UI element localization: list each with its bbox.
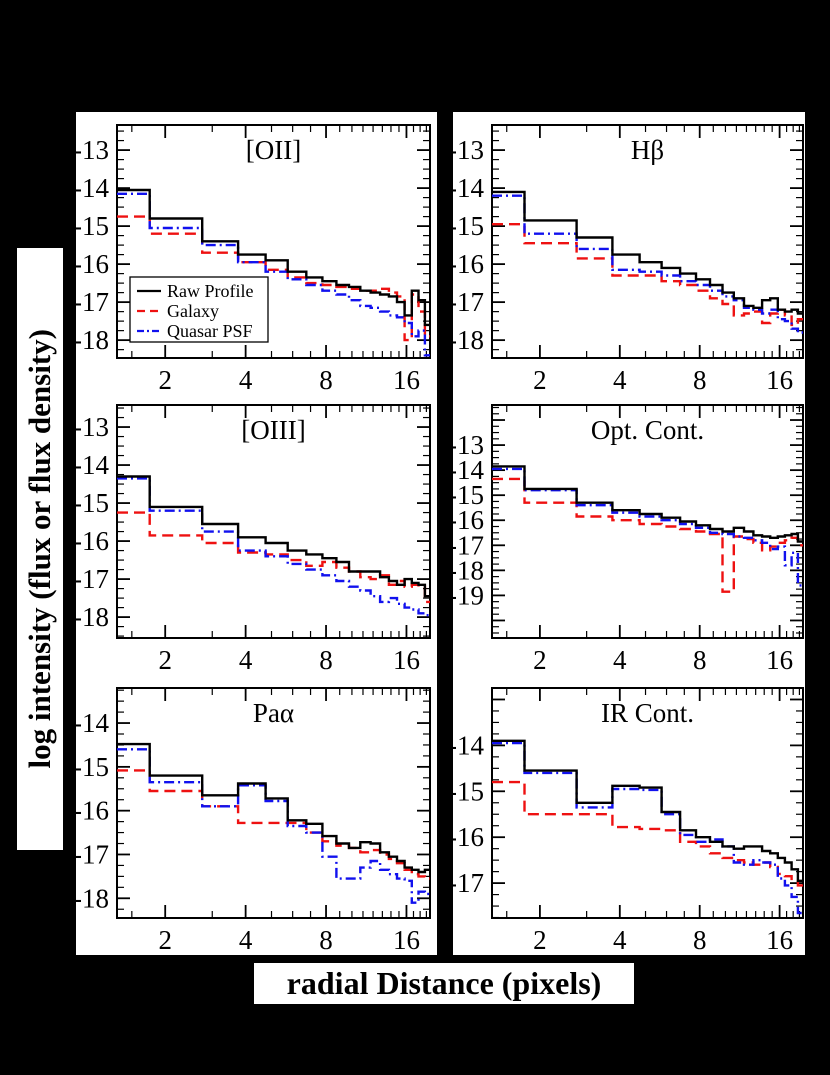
- panel-column-left: [76, 112, 437, 955]
- y-tick-label: -16: [448, 822, 484, 853]
- x-tick-label: 2: [158, 925, 172, 955]
- y-tick-label: -17: [448, 287, 484, 318]
- x-tick-label: 4: [613, 365, 627, 395]
- legend: [130, 277, 268, 342]
- y-tick-label: -16: [73, 249, 109, 280]
- x-tick-label: 8: [692, 365, 707, 395]
- x-tick-label: 2: [158, 645, 172, 675]
- y-tick-label: -14: [73, 708, 109, 739]
- x-tick-label: 8: [319, 925, 333, 955]
- y-axis-label-strip: [17, 248, 63, 850]
- y-tick-label: -14: [448, 455, 484, 486]
- y-tick-label: -16: [73, 526, 109, 557]
- y-tick-label: -15: [73, 488, 109, 519]
- x-axis-label: radial Distance (pixels): [286, 965, 602, 1001]
- y-tick-label: -15: [448, 776, 484, 807]
- y-tick-label: -14: [448, 173, 484, 204]
- y-tick-label: -15: [73, 211, 109, 242]
- x-tick-label: 16: [392, 365, 420, 395]
- legend-label-raw: Raw Profile: [167, 281, 254, 301]
- x-tick-label: 16: [392, 645, 420, 675]
- y-tick-label: -13: [448, 135, 484, 166]
- x-tick-label: 4: [613, 645, 627, 675]
- x-tick-label: 16: [766, 645, 794, 675]
- x-tick-label: 16: [766, 365, 794, 395]
- panel-title-oiii: [OIII]: [241, 415, 306, 445]
- x-tick-label: 2: [533, 645, 547, 675]
- x-tick-label: 4: [238, 365, 253, 395]
- x-tick-label: 2: [533, 925, 547, 955]
- y-tick-label: -13: [73, 135, 109, 166]
- x-tick-label: 4: [238, 645, 253, 675]
- x-tick-label: 8: [692, 925, 707, 955]
- y-tick-label: -15: [448, 480, 484, 511]
- x-tick-label: 8: [692, 645, 707, 675]
- panel-title-oii: [OII]: [245, 135, 302, 165]
- x-tick-label: 8: [319, 365, 333, 395]
- y-tick-label: -18: [448, 325, 484, 356]
- y-tick-label: -17: [448, 530, 484, 561]
- x-tick-label: 4: [238, 925, 253, 955]
- y-tick-label: -18: [73, 325, 109, 356]
- x-tick-label: 2: [533, 365, 547, 395]
- panel-title-paalpha: Paα: [252, 698, 295, 728]
- y-axis-label: log intensity (flux or flux density): [22, 329, 57, 769]
- y-tick-label: -17: [73, 564, 109, 595]
- legend-label-psf: Quasar PSF: [167, 321, 253, 341]
- y-tick-label: -16: [73, 795, 109, 826]
- x-axis-label-strip: [254, 963, 634, 1004]
- y-tick-label: -17: [448, 868, 484, 899]
- y-tick-label: -14: [448, 730, 484, 761]
- y-tick-label: -18: [448, 555, 484, 586]
- x-tick-label: 16: [392, 925, 420, 955]
- y-tick-label: -16: [448, 505, 484, 536]
- y-tick-label: -15: [73, 751, 109, 782]
- x-tick-label: 16: [766, 925, 794, 955]
- y-tick-label: -17: [73, 287, 109, 318]
- y-tick-label: -17: [73, 839, 109, 870]
- y-tick-label: -16: [448, 249, 484, 280]
- y-tick-label: -18: [73, 883, 109, 914]
- panel-title-opt-cont: Opt. Cont.: [590, 415, 705, 445]
- y-tick-label: -14: [73, 173, 109, 204]
- y-tick-label: -13: [73, 412, 109, 443]
- x-tick-label: 2: [158, 365, 172, 395]
- x-tick-label: 4: [613, 925, 627, 955]
- y-tick-label: -14: [73, 450, 109, 481]
- y-tick-label: -18: [73, 602, 109, 633]
- legend-label-galaxy: Galaxy: [167, 301, 219, 321]
- panel-title-hbeta: Hβ: [630, 135, 665, 165]
- x-tick-label: 8: [319, 645, 333, 675]
- y-tick-label: -13: [448, 430, 484, 461]
- y-tick-label: -15: [448, 211, 484, 242]
- y-tick-label: -19: [448, 580, 484, 611]
- panel-title-ir-cont: IR Cont.: [600, 698, 695, 728]
